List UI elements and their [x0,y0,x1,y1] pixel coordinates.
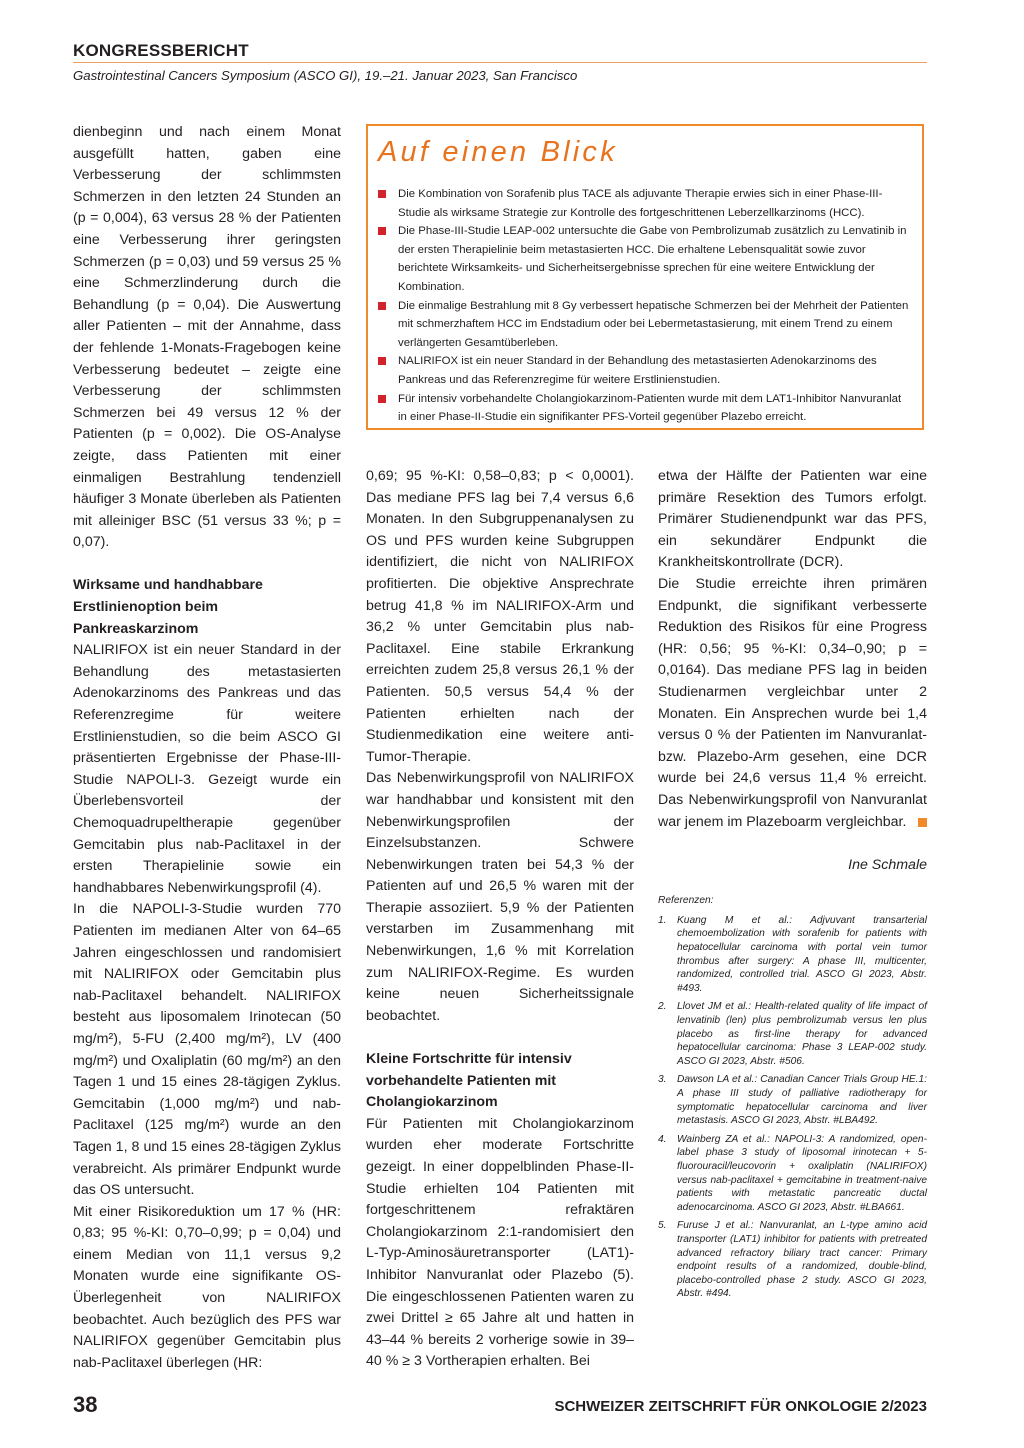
paragraph: NALIRIFOX ist ein neuer Standard in der Behandlung des metastasierten Adenokarzinoms des Pankreas und das Referenzregime für weitere Erstlinienstudien, so die beim ASCO GI präsentierten Ergebnisse der Phase-III-Studie NAPOLI-3. Gezeigt wurde ein Überlebensvorteil der Chemoquadrupeltherapie gegenüber Gemcitabin plus nab-Paclitaxel in der ersten Therapielinie sowie ein handhabbares Nebenwirkungsprofil (4). [73,642,341,896]
event-subtitle: Gastrointestinal Cancers Symposium (ASCO GI), 19.–21. Januar 2023, San Francisco [73,68,578,83]
end-mark-icon [918,818,927,827]
paragraph: Die Studie erreichte ihren primären Endpunkt, die signifikant verbesserte Reduktion des Risikos für eine Progress (HR: 0,56; 95 %-KI: 0,34–0,90; p = 0,0164). Das mediane PFS lag in beiden Studienarmen vergleichbar unter 2 Monaten. Ein Ansprechen wurde bei 1,4 versus 0 % der Patienten im Nanvuranlat- bzw. Plazebo-Arm gesehen, eine DCR wurde bei 24,6 versus 11,4 % erreicht. Das Nebenwirkungsprofil von Nanvuranlat war jenem im Plazeboarm vergleichbar. [658,575,927,830]
summary-item: Die Kombination von Sorafenib plus TACE als adjuvante Therapie erwies sich in einer Phase-III-Studie als wirksame Strategie zur Kontrolle des fortgeschrittenen Leberzellkarzinoms (HCC). [378,185,910,222]
journal-name: SCHWEIZER ZEITSCHRIFT FÜR ONKOLOGIE 2/2023 [554,1398,927,1415]
bullet-square-icon [378,190,386,198]
header-rule [73,62,927,63]
references-heading: Referenzen: [658,895,714,907]
summary-list [378,185,910,427]
column-3 [658,466,927,1306]
page-number: 38 [73,1392,98,1417]
reference-item: 5. Furuse J et al.: Nanvuranlat, an L-type amino acid transporter (LAT1) inhibitor for patients with pretreated advanced refractory biliary tract cancer: Primary endpoint results of a randomized, double-blind, placebo-controlled phase 2 study. ASCO GI 2023, Abstr. #494. [658,1220,927,1300]
summary-item: Für intensiv vorbehandelte Cholangiokarzinom-Patienten wurde mit dem LAT1-Inhibitor Nanvuranlat in einer Phase-II-Studie ein signifikanter PFS-Vorteil gegenüber Plazebo erreicht. [378,390,910,427]
bullet-square-icon [378,395,386,403]
references [658,894,927,1301]
section-heading: Wirksame und handhabbare Erstlinienoption beim Pankreaskarzinom [73,577,263,637]
section-heading: Kleine Fortschritte für intensiv vorbehandelte Patienten mit Cholangiokarzinom [366,1051,572,1111]
summary-item: Die einmalige Bestrahlung mit 8 Gy verbessert hepatische Schmerzen bei der Mehrheit der Patienten mit schmerzhaftem HCC im Endstadium oder bei Lebermetastasierung, mit einem Trend zu einem verlängerten Gesamtüberleben. [378,297,910,353]
section-title: KONGRESSBERICHT [73,41,249,60]
paragraph: dienbeginn und nach einem Monat ausgefüllt hatten, gaben eine Verbesserung der schlimmsten Schmerzen in den letzten 24 Stunden an (p = 0,004), 63 versus 28 % der Patienten eine Verbesserung ihrer geringsten Schmerzen (p = 0,03) und 59 versus 25 % eine Schmerzlinderung durch die Behandlung (p = 0,04). Die Auswertung aller Patienten – mit der Annahme, dass der fehlende 1-Monats-Fragebogen keine Verbesserung bedeutet – zeigte eine Verbesserung der schlimmsten Schmerzen bei 49 versus 12 % der Patienten (p = 0,002). Die OS-Analyse zeigte, dass Patienten mit einer einmaligen Bestrahlung tendenziell häufiger 3 Monate überleben als Patienten mit alleiniger BSC (51 versus 33 %; p = 0,07). [73,124,341,551]
bullet-square-icon [378,227,386,235]
summary-title: Auf einen Blick [378,136,618,168]
paragraph: Für Patienten mit Cholangiokarzinom wurden eher moderate Fortschritte gezeigt. In einer doppelblinden Phase-II-Studie erhielten 104 Patienten mit fortgeschrittenem refraktären Cholangiokarzinom 2:1-randomisiert den L-Typ-Aminosäuretransporter (LAT1)-Inhibitor Nanvuranlat oder Plazebo (5). Die eingeschlossenen Patienten waren zu zwei Drittel ≥ 65 Jahre alt und hatten in 43–44 % bereits 2 vorherige sowie in 39–40 % ≥ 3 Vortherapien erhalten. Bei [366,1115,634,1370]
column-1 [73,122,341,1374]
column-2 [366,466,634,1373]
paragraph: Mit einer Risikoreduktion um 17 % (HR: 0,83; 95 %-KI: 0,70–0,99; p = 0,04) und einem Median von 11,1 versus 9,2 Monaten wurde eine signifikante OS-Überlegenheit von NALIRIFOX beobachtet. Auch bezüglich des PFS war NALIRIFOX gegenüber Gemcitabin plus nab-Paclitaxel überlegen (HR: [73,1203,341,1371]
paragraph: etwa der Hälfte der Patienten war eine primäre Resektion des Tumors erfolgt. Primärer Studienendpunkt war das PFS, ein sekundärer Endpunkt die Krankheitskontrollrate (DCR). [658,468,927,571]
reference-item: 1. Kuang M et al.: Adjvuvant transarterial chemoembolization with sorafenib for patients with hepatocellular carcinoma with portal vein tumor thrombus after surgery: A phase III, multicenter, randomized, controlled trial. ASCO GI 2023, Abstr. #493. [658,914,927,994]
summary-box [366,124,924,430]
bullet-square-icon [378,357,386,365]
paragraph: In die NAPOLI-3-Studie wurden 770 Patienten im medianen Alter von 64–65 Jahren eingeschlossen und randomisiert mit NALIRIFOX oder Gemcitabin plus nab-Paclitaxel behandelt. NALIRIFOX besteht aus liposomalem Irinotecan (50 mg/m²), 5-FU (2,400 mg/m²), LV (400 mg/m²) und Oxaliplatin (60 mg/m²) an den Tagen 1 und 15 eines 28-tägigen Zyklus. Gemcitabin (1,000 mg/m²) und nab-Paclitaxel (125 mg/m²) wurde an den Tagen 1, 8 und 15 eines 28-tägigen Zyklus verabreicht. Als primärer Endpunkt wurde das OS untersucht. [73,901,341,1199]
reference-item: 2. Llovet JM et al.: Health-related quality of life impact of lenvatinib (len) plus pembrolizumab versus len plus placebo as first-line therapy for advanced hepatocellular carcinoma: Phase 3 LEAP-002 study. ASCO GI 2023, Abstr. #506. [658,1001,927,1067]
author: Ine Schmale [848,856,927,873]
paragraph: 0,69; 95 %-KI: 0,58–0,83; p < 0,0001). Das mediane PFS lag bei 7,4 versus 6,6 Monaten. In den Subgruppenanalysen zu OS und PFS wurden keine Subgruppen identifiziert, die nicht von NALIRIFOX profitierten. Die objektive Ansprechrate betrug 41,8 % im NALIRIFOX-Arm und 36,2 % unter Gemcitabin plus nab-Paclitaxel. Eine stabile Erkrankung erreichten zudem 25,8 versus 26,1 % der Patienten. 50,5 versus 54,4 % der Patienten erhielten nach der Studienmedikation eine weitere anti-Tumor-Therapie. [366,468,634,765]
reference-item: 3. Dawson LA et al.: Canadian Cancer Trials Group HE.1: A phase III study of palliative radiotherapy for symptomatic hepatocellular carcinoma and liver metastasis. ASCO GI 2023, Abstr. #LBA492. [658,1074,927,1127]
bullet-square-icon [378,302,386,310]
summary-item: NALIRIFOX ist ein neuer Standard in der Behandlung des metastasierten Adenokarzinoms des Pankreas und das Referenzregime für weitere Erstlinienstudien. [378,352,910,389]
summary-item: Die Phase-III-Studie LEAP-002 untersuchte die Gabe von Pembrolizumab zusätzlich zu Lenvatinib in der ersten Therapielinie beim metastasierten HCC. Die erhaltene Lebensqualität sowie zuvor berichtete Wirksamkeits- und Sicherheitsergebnisse sprechen für eine weitere Entwicklung der Kombination. [378,222,910,296]
reference-item: 4. Wainberg ZA et al.: NAPOLI-3: A randomized, open-label phase 3 study of liposomal irinotecan + 5-fluorouracil/leucovorin + oxaliplatin (NALIRIFOX) versus nab-paclitaxel + gemcitabine in treatment-naive patients with metastatic pancreatic ductal adenocarcinoma. ASCO GI 2023, Abstr. #LBA661. [658,1133,927,1213]
paragraph: Das Nebenwirkungsprofil von NALIRIFOX war handhabbar und konsistent mit den Nebenwirkungsprofilen der Einzelsubstanzen. Schwere Nebenwirkungen traten bei 54,3 % der Patienten auf und 26,5 % waren mit der Therapie assoziiert. 5,9 % der Patienten verstarben im Zusammenhang mit Nebenwirkungen, 1,6 % mit Korrelation zum NALIRIFOX-Regime. Es wurden keine neuen Sicherheitssignale beobachtet. [366,770,634,1024]
